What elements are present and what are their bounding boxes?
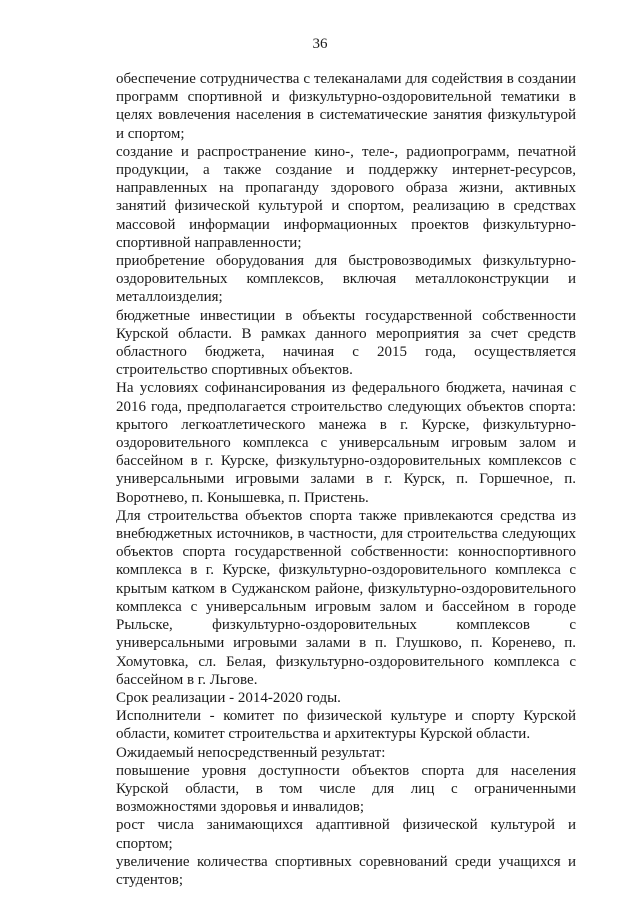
paragraph: повышение уровня доступности объектов спорта для населения Курской области, в том числе для лиц с ограниченными возможностями здоровья и инвалидов; [116, 762, 576, 816]
paragraph: рост числа занимающихся адаптивной физической культурой и спортом; [116, 817, 576, 852]
paragraph: обеспечение сотрудничества с телеканалами для содействия в создании программ спортивной и физкультурно-оздоровительной тематики в целях вовлечения населения в систематические занятия физкультурой и спортом; [116, 71, 576, 142]
paragraph: Исполнители - комитет по физической культуре и спорту Курской области, комитет строительства и архитектуры Курской области. [116, 708, 576, 743]
paragraph: увеличение количества спортивных соревнований среди учащихся и студентов; [116, 853, 576, 888]
paragraph: приобретение оборудования для быстровозводимых физкультурно-оздоровительных комплексов, включая металлоконструкции и металлоизделия; [116, 253, 576, 306]
paragraph: создание и распространение кино-, теле-, радиопрограмм, печатной продукции, а также создание и поддержку интернет-ресурсов, направленных на пропаганду здорового образа жизни, активных занятий физической культурой и спортом, реализацию в средствах массовой информации информационных проектов физкультурно-спортивной направленности; [116, 143, 576, 251]
paragraph: На условиях софинансирования из федерального бюджета, начиная с 2016 года, предполагается строительство следующих объектов спорта: крытого легкоатлетического манежа в г. Курске, физкультурно-оздоровительного комплекса с универсальным игровым залом и бассейном в г. Курске, физкультурно-оздоровительных комплексов с универсальными игровыми залами в г. Курск, п. Горшечное, п. Воротнево, п. Конышевка, п. Пристень. [116, 380, 576, 506]
page-number: 36 [312, 36, 328, 52]
paragraph: Ожидаемый непосредственный результат: [116, 744, 386, 761]
body-text [116, 70, 576, 889]
paragraph: Для строительства объектов спорта также привлекаются средства из внебюджетных источников, в частности, для строительства следующих объектов спорта государственной собственности: конноспортивного комплекса в г. Курске, физкультурно-оздоровительного комплекса с крытым катком в Суджанском районе, физкультурно-оздоровительного комплекса с универсальным игровым залом и бассейном в городе Рыльске, физкультурно-оздоровительных комплексов с универсальными игровыми залами в п. Глушково, п. Коренево, п. Хомутовка, сл. Белая, физкультурно-оздоровительного комплекса с бассейном в г. Льгове. [116, 507, 576, 688]
paragraph: бюджетные инвестиции в объекты государственной собственности Курской области. В рамках данного мероприятия за счет средств областного бюджета, начиная с 2015 года, осуществляется строительство спортивных объектов. [116, 307, 576, 379]
paragraph: Срок реализации - 2014-2020 годы. [116, 689, 341, 706]
